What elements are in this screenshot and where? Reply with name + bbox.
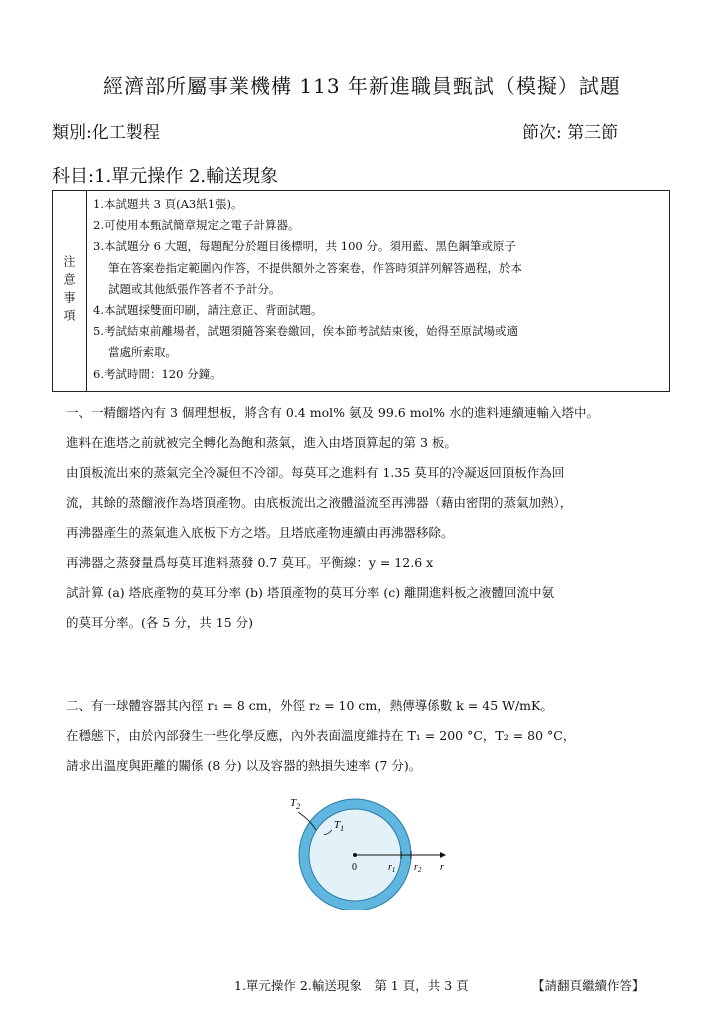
question-2 [66, 691, 575, 781]
notice-item: 4.本試題採雙面印刷，請注意正、背面試題。 [93, 303, 323, 318]
notice-item: 2.可使用本甄試簡章規定之電子計算器。 [93, 218, 300, 233]
radius-arrow-icon [440, 852, 446, 858]
question-1-line: 流，其餘的蒸餾液作為塔頂產物。由底板流出之液體溢流至再沸器（藉由密閉的蒸氣加熱）， [66, 495, 573, 510]
notice-item: 筆在答案卷指定範圍內作答，不提供額外之答案卷，作答時須詳列解答過程，於本 [108, 260, 522, 275]
origin-label: 0 [352, 862, 357, 873]
question-1-line: 試計算 (a) 塔底產物的莫耳分率 (b) 塔頂產物的莫耳分率 (c) 離開進料板之液體回流中氨 [66, 585, 555, 600]
question-1-line: 再沸器產生的蒸氣進入底板下方之塔。且塔底產物連續由再沸器移除。 [66, 525, 454, 540]
sphere-figure [280, 790, 460, 910]
footer-page-info: 1.單元操作 2.輸送現象 第 1 頁，共 3 頁 [234, 978, 469, 993]
question-1-line: 再沸器之蒸發量爲每莫耳進料蒸發 0.7 莫耳。平衡線：y = 12.6 x [66, 555, 434, 570]
notice-item: 1.本試題共 3 頁(A3紙1張)。 [93, 197, 243, 211]
category-label: 類別:化工製程 [52, 123, 160, 143]
question-1-line: 進料在進塔之前就被完全轉化為飽和蒸氣，進入由塔頂算起的第 3 板。 [66, 435, 457, 450]
notice-item: 6.考試時間：120 分鐘。 [93, 366, 222, 381]
r2-label: $r_2$ [414, 862, 422, 874]
t2-label: $T_2$ [290, 797, 301, 811]
question-2-line: 在穩態下，由於內部發生一些化學反應，內外表面溫度維持在 T₁ = 200 °C，T₂ = 80 °C， [66, 728, 576, 743]
notice-list [93, 194, 665, 385]
footer-continue: 【請翻頁繼續作答】 [532, 978, 645, 993]
notice-item: 試題或其他紙張作答者不予計分。 [108, 281, 281, 296]
question-2-line: 請求出溫度與距離的關係 (8 分) 以及容器的熱損失速率 (7 分)。 [66, 758, 422, 773]
question-2-line: 二、有一球體容器其內徑 r₁ = 8 cm，外徑 r₂ = 10 cm，熱傳導係數 k = 45 W/mK。 [66, 698, 553, 713]
r-axis-label: r [440, 862, 444, 873]
notice-item: 5.考試結束前離場者，試題須隨答案卷繳回，俟本節考試結束後，始得至原試場或適 [93, 324, 518, 339]
r1-label: $r_1$ [388, 862, 396, 874]
origin-dot [353, 853, 357, 857]
sphere-diagram [280, 790, 460, 910]
t1-label: $T_1$ [334, 819, 345, 833]
notice-box [52, 190, 670, 392]
question-1-line: 由頂板流出來的蒸氣完全冷凝但不冷卻。每莫耳之進料有 1.35 莫耳的冷凝返回頂板作為回 [66, 465, 565, 480]
notice-heading-cell [53, 191, 87, 391]
notice-item: 3.本試題分 6 大題，每題配分於題目後標明，共 100 分。須用藍、黑色鋼筆或原子 [93, 239, 516, 254]
question-1-line: 一、一精餾塔內有 3 個理想板，將含有 0.4 mol% 氨及 99.6 mol% 水的進料連續連輸入塔中。 [66, 405, 599, 420]
question-1 [66, 398, 599, 638]
notice-heading: 注意事項 [62, 255, 76, 327]
question-1-line: 的莫耳分率。(各 5 分，共 15 分) [66, 615, 254, 630]
notice-item: 當處所索取。 [108, 345, 177, 360]
session-label: 節次: 第三節 [522, 123, 619, 143]
subject-label: 科目:1.單元操作 2.輸送現象 [52, 166, 279, 187]
page-title: 經濟部所屬事業機構 113 年新進職員甄試（模擬）試題 [103, 74, 621, 98]
